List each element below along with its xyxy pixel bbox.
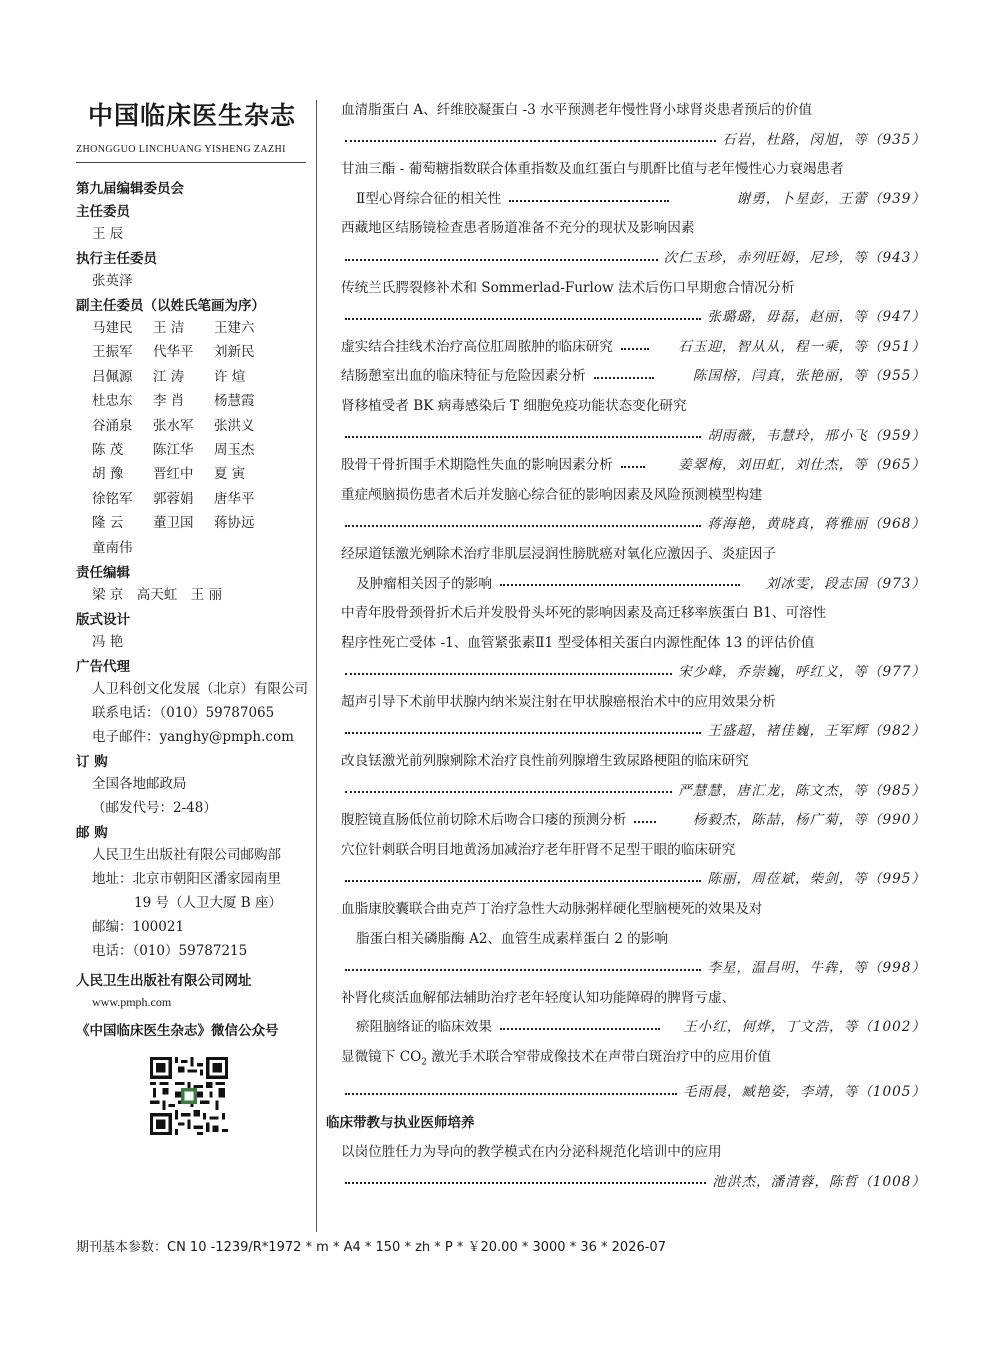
ad-company: 人卫科创文化发展（北京）有限公司: [92, 681, 308, 698]
vice-member-list: [76, 316, 306, 560]
vice-member: 陈江华: [153, 442, 194, 459]
vice-member: 马建民: [92, 320, 133, 336]
subscribe-line: 全国各地邮政局: [92, 776, 187, 793]
mail-dept: 人民卫生出版社有限公司邮购部: [92, 847, 281, 864]
toc-entry[interactable]: [326, 481, 926, 540]
toc-authors: 谢勇，卜星彭，王蕾（939）: [736, 190, 926, 207]
leader-dots: [345, 969, 701, 971]
vice-member: 夏 寅: [214, 466, 246, 483]
toc-title: 重症颅脑损伤患者术后并发脑心综合征的影响因素及风险预测模型构建: [341, 486, 763, 503]
column-divider: [316, 100, 317, 1232]
vice-member: 胡 豫: [92, 466, 124, 483]
toc-title: 中青年股骨颈骨折术后并发股骨头坏死的影响因素及高迁移率族蛋白 B1、可溶性: [341, 605, 827, 622]
masthead-column: [76, 96, 306, 1139]
vice-member: 江 涛: [153, 368, 185, 385]
title-rule: [76, 162, 306, 163]
editor-names: 梁 京 高天虹 王 丽: [92, 587, 223, 604]
toc-authors: 姜翠梅，刘田虹，刘仕杰，等（965）: [678, 457, 926, 474]
toc-title: 经尿道铥激光剜除术治疗非肌层浸润性膀胱癌对氧化应激因子、炎症因子: [341, 545, 776, 562]
toc-authors: 宋少峰，乔崇巍，呼红义，等（977）: [678, 664, 926, 681]
toc-title: 超声引导下术前甲状腺内纳米炭注射在甲状腺癌根治术中的应用效果分析: [341, 693, 776, 710]
toc-title-part: 显微镜下 CO: [341, 1049, 422, 1065]
qr-code-icon: [150, 1057, 228, 1135]
leader-dots: [345, 1093, 677, 1095]
mail-postcode: 邮编：100021: [92, 919, 185, 936]
wechat-label: 《中国临床医生杂志》微信公众号: [76, 1023, 279, 1040]
toc-authors: 陈国榕，闫真，张艳丽，等（955）: [692, 368, 926, 385]
toc-title: 以岗位胜任力为导向的教学模式在内分泌科规范化培训中的应用: [341, 1143, 722, 1160]
toc-entry[interactable]: [326, 1138, 926, 1197]
toc-entry[interactable]: [326, 1043, 926, 1108]
toc-authors: 胡雨薇，韦慧玲，邢小飞（959）: [707, 427, 926, 444]
toc-title: 改良铥激光前列腺剜除术治疗良性前列腺增生致尿路梗阻的临床研究: [341, 753, 749, 770]
toc-title-cont: 及肿瘤相关因子的影响: [356, 575, 492, 592]
toc-entry[interactable]: [326, 96, 926, 155]
toc-title: 传统兰氏腭裂修补术和 Sommerlad-Furlow 法术后伤口早期愈合情况分析: [341, 279, 795, 296]
vice-member: 杜忠东: [92, 393, 133, 410]
vice-member: 许 煊: [214, 368, 246, 385]
chair-name: 王 辰: [92, 226, 124, 242]
toc-title: 虚实结合挂线术治疗高位肛周脓肿的临床研究: [341, 338, 613, 355]
mail-label: 邮 购: [76, 825, 108, 842]
ad-phone: 联系电话：（010）59787065: [92, 705, 275, 722]
toc-title: 西藏地区结肠镜检查患者肠道准备不充分的现状及影响因素: [341, 220, 695, 237]
vice-member: 李 肖: [153, 393, 185, 410]
leader-dots: [621, 348, 649, 350]
toc-entry[interactable]: [326, 362, 926, 392]
toc-authors: 王盛超，褚佳巍，王军辉（982）: [707, 723, 926, 740]
toc-authors: 石岩，杜路，闵旭，等（935）: [721, 131, 926, 148]
toc-entry[interactable]: [326, 214, 926, 273]
contents-list: [326, 96, 926, 1197]
toc-entry[interactable]: [326, 895, 926, 984]
toc-entry[interactable]: [326, 333, 926, 363]
leader-dots: [509, 200, 669, 202]
toc-entry[interactable]: [326, 540, 926, 599]
vice-member: 杨慧霞: [214, 393, 255, 410]
vice-member: 陈 茂: [92, 442, 124, 459]
board-heading: 第九届编辑委员会: [76, 181, 184, 197]
toc-title-cont: 程序性死亡受体 -1、血管紧张素Ⅱ1 型受体相关蛋白内源性配体 13 的评估价值: [341, 634, 815, 651]
leader-dots: [345, 525, 701, 527]
designer-name: 冯 艳: [92, 634, 124, 651]
toc-authors: 蒋海艳，黄晓真，蒋雅丽（968）: [707, 516, 926, 533]
leader-dots: [621, 466, 645, 468]
leader-dots: [345, 732, 701, 734]
exec-name: 张英泽: [92, 273, 133, 289]
toc-title-subscript: 2: [421, 1057, 427, 1068]
vice-member: 周玉杰: [214, 442, 255, 459]
toc-entry[interactable]: [326, 155, 926, 214]
toc-authors: 次仁玉珍，赤列旺姆，尼珍，等（943）: [663, 249, 926, 266]
toc-entry[interactable]: [326, 688, 926, 747]
design-label: 版式设计: [76, 612, 130, 629]
toc-entry[interactable]: [326, 836, 926, 895]
vice-member: 隆 云: [92, 515, 124, 532]
leader-dots: [345, 259, 658, 261]
ad-label: 广告代理: [76, 659, 130, 676]
vice-member: 王建六: [214, 320, 255, 336]
website-url[interactable]: www.pmph.com: [92, 995, 172, 1010]
toc-title-cont: 脂蛋白相关磷脂酶 A2、血管生成素样蛋白 2 的影响: [356, 930, 668, 947]
toc-title: [341, 1043, 926, 1078]
toc-authors: 李星，温昌明，牛犇，等（998）: [707, 960, 926, 977]
vice-member: 谷涌泉: [92, 417, 133, 434]
toc-entry[interactable]: [326, 984, 926, 1043]
leader-dots: [345, 140, 716, 142]
section-heading: 临床带教与执业医师培养: [326, 1114, 475, 1131]
mail-address: 地址：北京市朝阳区潘家园南里: [92, 871, 281, 888]
toc-title: 股骨干骨折围手术期隐性失血的影响因素分析: [341, 457, 613, 474]
toc-entry[interactable]: [326, 599, 926, 688]
leader-dots: [345, 673, 672, 675]
vice-member: 张水军: [153, 417, 194, 434]
toc-authors: 毛雨晨，臧艳姿，李靖，等（1005）: [683, 1084, 926, 1101]
toc-title-cont: Ⅱ型心肾综合征的相关性: [356, 190, 502, 207]
vice-member: 刘新民: [214, 344, 255, 361]
vice-member: 张洪义: [214, 417, 255, 434]
vice-member: 童南伟: [92, 539, 133, 556]
toc-authors: 张璐璐，毋磊，赵丽，等（947）: [707, 309, 926, 326]
vice-member: 唐华平: [214, 490, 255, 507]
toc-entry[interactable]: [326, 806, 926, 836]
journal-pinyin: ZHONGGUO LINCHUANG YISHENG ZAZHI: [76, 144, 286, 155]
toc-title: 结肠憩室出血的临床特征与危险因素分析: [341, 368, 586, 385]
vice-member: 郭蓉娟: [153, 490, 194, 507]
journal-parameters: 期刊基本参数：CN 10 -1239/R*1972 * m * A4 * 150 * zh * P * ￥20.00 * 3000 * 36 * 2026-07: [76, 1240, 666, 1255]
leader-dots: [345, 436, 701, 438]
vice-member: 晋红中: [153, 466, 194, 483]
ad-email: 电子邮件：yanghy@pmph.com: [92, 729, 294, 746]
subscribe-code: （邮发代号：2-48）: [92, 800, 217, 817]
toc-title: 血脂康胶囊联合曲克芦丁治疗急性大动脉粥样硬化型脑梗死的效果及对: [341, 901, 763, 918]
vice-member: 徐铭军: [92, 490, 133, 507]
vice-member: 代华平: [153, 344, 194, 361]
vice-member: 蒋协远: [214, 515, 255, 532]
exec-label: 执行主任委员: [76, 251, 157, 267]
toc-entry[interactable]: [326, 274, 926, 333]
toc-title: 肾移植受者 BK 病毒感染后 T 细胞免疫功能状态变化研究: [341, 397, 687, 414]
chair-label: 主任委员: [76, 204, 130, 220]
toc-authors: 王小红，何烨，丁文浩，等（1002）: [683, 1019, 926, 1036]
toc-authors: 石玉迎，智从从，程一乘，等（951）: [678, 338, 926, 355]
editor-label: 责任编辑: [76, 565, 130, 582]
vice-member: 吕佩源: [92, 368, 133, 385]
vice-member: 王振军: [92, 344, 133, 361]
leader-dots: [594, 377, 654, 379]
leader-dots: [345, 318, 701, 320]
journal-title: 中国临床医生杂志: [88, 101, 297, 130]
toc-title-part: 激光手术联合窄带成像技术在声带白斑治疗中的应用价值: [426, 1049, 772, 1065]
toc-entry[interactable]: [326, 392, 926, 451]
toc-entry[interactable]: [326, 451, 926, 481]
vice-member: 王 洁: [153, 320, 185, 336]
mail-phone: 电话：（010）59787215: [92, 943, 248, 960]
toc-authors: 刘冰雯，段志国（973）: [765, 575, 926, 592]
leader-dots: [345, 791, 672, 793]
leader-dots: [345, 880, 701, 882]
vice-member: 董卫国: [153, 515, 194, 532]
toc-entry[interactable]: [326, 747, 926, 806]
toc-title: 补肾化痰活血解郁法辅助治疗老年轻度认知功能障碍的脾肾亏虚、: [341, 989, 736, 1006]
toc-title: 腹腔镜直肠低位前切除术后吻合口瘘的预测分析: [341, 812, 627, 829]
toc-authors: 池洪杰，潘清蓉，陈哲（1008）: [712, 1173, 926, 1190]
website-label: 人民卫生出版社有限公司网址: [76, 973, 252, 990]
leader-dots: [345, 1182, 706, 1184]
toc-title: 穴位针刺联合明目地黄汤加减治疗老年肝肾不足型干眼的临床研究: [341, 841, 736, 858]
vice-label: 副主任委员（以姓氏笔画为序）: [76, 298, 265, 314]
leader-dots: [634, 821, 656, 823]
toc-title: 血清脂蛋白 A、纤维胶凝蛋白 -3 水平预测老年慢性肾小球肾炎患者预后的价值: [341, 102, 813, 118]
toc-authors: 杨毅杰，陈喆，杨广菊，等（990）: [692, 812, 926, 829]
leader-dots: [500, 584, 740, 586]
toc-authors: 陈丽，周莅斌，柴剑，等（995）: [707, 871, 926, 888]
mail-address-cont: 19 号（人卫大厦 B 座）: [134, 895, 282, 912]
subscribe-label: 订 购: [76, 754, 108, 771]
toc-authors: 严慧慧，唐汇龙，陈文杰，等（985）: [678, 782, 926, 799]
toc-title: 甘油三酯 - 葡萄糖指数联合体重指数及血红蛋白与肌酐比值与老年慢性心力衰竭患者: [341, 161, 844, 178]
leader-dots: [500, 1028, 660, 1030]
toc-title-cont: 瘀阻脑络证的临床效果: [356, 1019, 492, 1036]
